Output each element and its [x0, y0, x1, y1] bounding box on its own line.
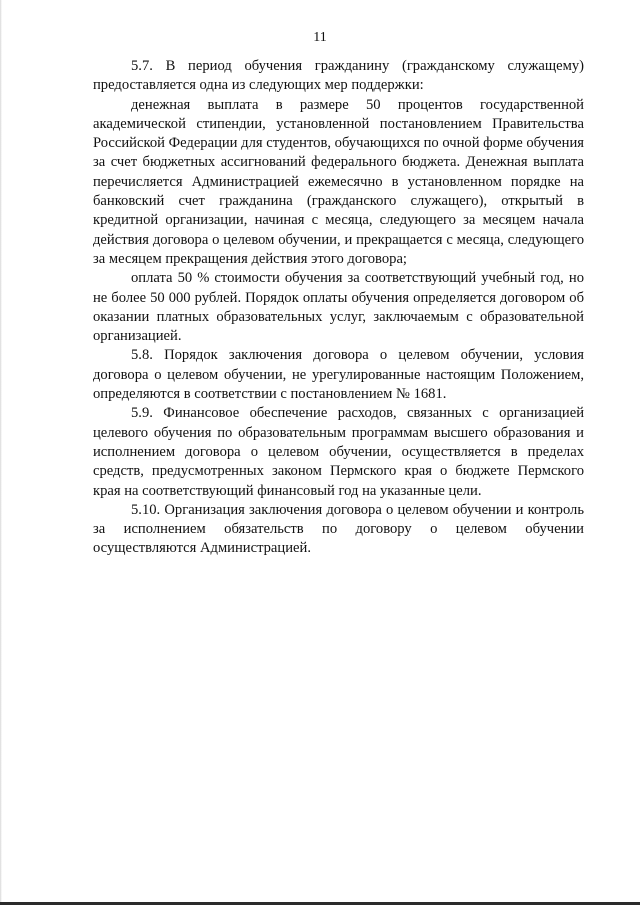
paragraph-tuition-payment: оплата 50 % стоимости обучения за соответствующий учебный год, но не более 50 000 рублей. Порядок оплаты обучения определяется договором об оказании платных образовательных услуг, заключаемым с образовательной организацией.: [93, 270, 584, 345]
paragraph-5-9: 5.9. Финансовое обеспечение расходов, связанных с организацией целевого обучения по образовательным программам высшего образования и исполнением договора о целевом обучении, осуществляется в пределах средств, предусмотренных законом Пермского края о бюджете Пермского края на соответствующий финансовый год на указанные цели.: [93, 405, 584, 499]
paragraph-5-10: 5.10. Организация заключения договора о целевом обучении и контроль за исполнением обязательств по договору о целевом обучении осуществляются Администрацией.: [93, 501, 584, 557]
page-number: 11: [313, 30, 327, 45]
paragraph-5-8: 5.8. Порядок заключения договора о целевом обучении, условия договора о целевом обучении, не урегулированные настоящим Положением, определяются в соответствии с постановлением № 1681.: [93, 347, 584, 403]
scan-edge-left: [0, 0, 2, 905]
paragraph-cash-payment: денежная выплата в размере 50 процентов государственной академической стипендии, установленной постановлением Правительства Российской Федерации для студентов, обучающихся по очной форме обучения за счет бюджетных ассигнований федерального бюджета. Денежная выплата перечисляется Администрацией ежемесячно в установленном порядке на банковский счет гражданина (гражданского служащего), открытый в кредитной организации, начиная с месяца, следующего за месяцем начала действия договора о целевом обучении, и прекращается с месяца, следующего за месяцем прекращения действия этого договора;: [93, 96, 584, 267]
paragraph-5-7: 5.7. В период обучения гражданину (гражданскому служащему) предоставляется одна из следующих мер поддержки:: [93, 58, 584, 94]
document-body: [93, 57, 584, 559]
